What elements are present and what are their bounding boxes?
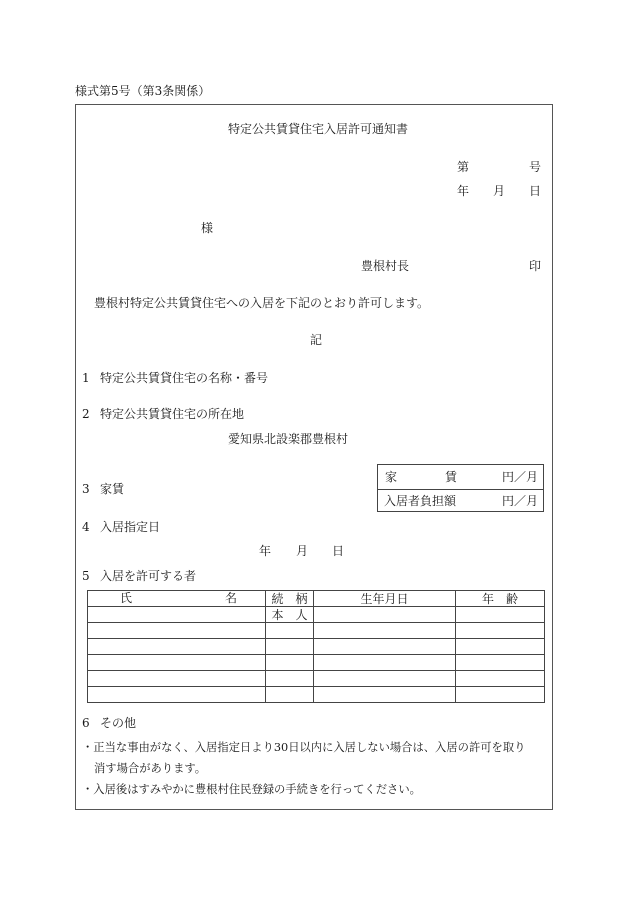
addressee-suffix: 様 [201, 221, 214, 235]
table-row [88, 607, 545, 623]
item6-number: 6 [82, 716, 90, 730]
item3-number: 3 [82, 482, 90, 496]
item1-number: 1 [82, 371, 90, 385]
header-age: 年 齢 [456, 591, 545, 607]
move-in-month: 月 [296, 544, 309, 558]
seal-mark: 印 [529, 259, 542, 273]
item1-label: 特定公共賃貸住宅の名称・番号 [100, 371, 269, 385]
burden-row [378, 489, 543, 513]
table-row [88, 623, 545, 639]
date-month: 月 [493, 184, 506, 198]
burden-unit: 円／月 [502, 494, 539, 508]
address-value: 愛知県北設楽郡豊根村 [228, 432, 349, 446]
document-frame [75, 104, 553, 810]
table-header-row [88, 591, 545, 607]
note-1-line-1: ・正当な事由がなく、入居指定日より30日以内に入居しない場合は、入居の許可を取り [82, 741, 526, 754]
document-title: 特定公共賃貸住宅入居許可通知書 [228, 122, 409, 136]
burden-label: 入居者負担額 [384, 494, 457, 508]
note-1-line-2: 消す場合があります。 [94, 762, 207, 775]
date-year: 年 [457, 184, 470, 198]
table-row [88, 655, 545, 671]
rent-label-char-1: 家 [385, 470, 398, 484]
ki-heading: 記 [310, 333, 323, 347]
form-number: 様式第5号（第3条関係） [75, 84, 211, 98]
move-in-year: 年 [259, 544, 272, 558]
issuer: 豊根村長 [361, 259, 410, 273]
item5-number: 5 [82, 569, 90, 583]
item6-label: その他 [100, 716, 137, 730]
body-text: 豊根村特定公共賃貸住宅への入居を下記のとおり許可します。 [94, 296, 430, 310]
header-name-char-1: 氏 [120, 591, 133, 605]
item2-number: 2 [82, 407, 90, 421]
relation-self: 本 人 [266, 607, 314, 623]
date-day: 日 [529, 184, 542, 198]
table-row [88, 639, 545, 655]
doc-no-prefix: 第 [457, 160, 470, 174]
header-relation: 続 柄 [266, 591, 314, 607]
header-name-char-2: 名 [225, 591, 238, 605]
item2-label: 特定公共賃貸住宅の所在地 [100, 407, 245, 421]
item5-label: 入居を許可する者 [100, 569, 197, 583]
rent-label-char-2: 賃 [445, 470, 458, 484]
item4-number: 4 [82, 520, 90, 534]
table-row [88, 671, 545, 687]
item4-label: 入居指定日 [100, 520, 161, 534]
rent-row [378, 465, 543, 490]
move-in-day: 日 [332, 544, 345, 558]
table-row [88, 687, 545, 703]
header-name [88, 591, 266, 607]
doc-no-suffix: 号 [529, 160, 542, 174]
header-birth: 生年月日 [314, 591, 456, 607]
note-2: ・入居後はすみやかに豊根村住民登録の手続きを行ってください。 [82, 783, 421, 796]
rent-unit: 円／月 [502, 470, 539, 484]
rent-box [377, 464, 544, 512]
item3-label: 家賃 [100, 482, 125, 496]
occupant-table [87, 590, 545, 703]
